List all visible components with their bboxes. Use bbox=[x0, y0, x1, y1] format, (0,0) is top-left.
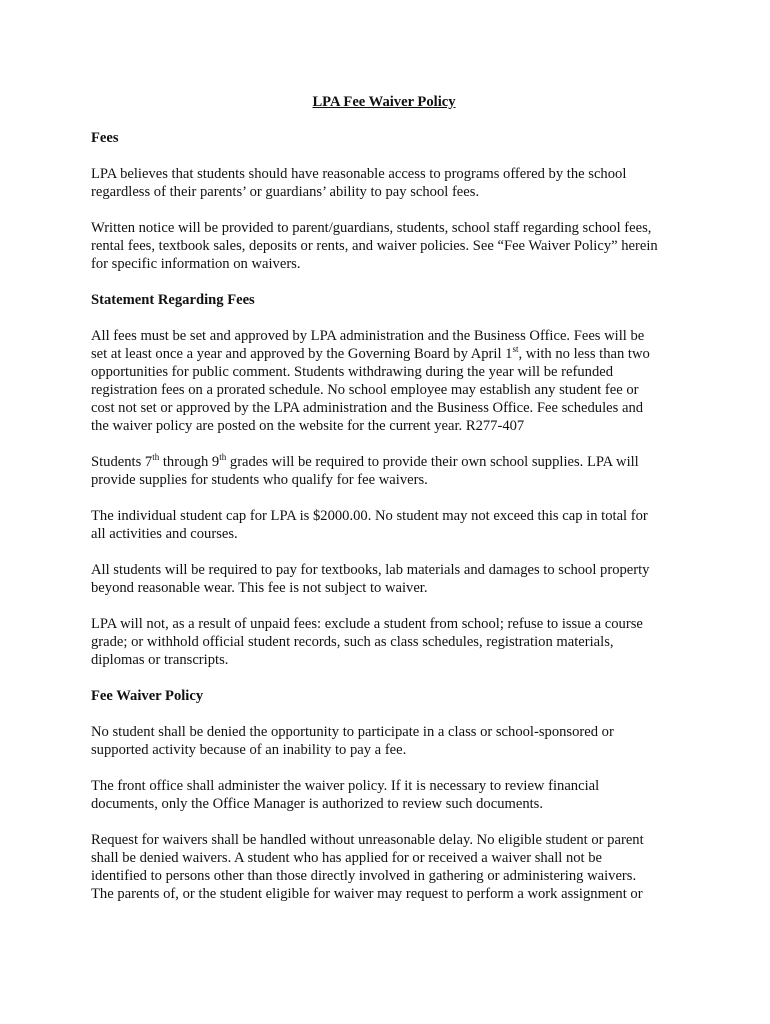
text-line: provide supplies for students who qualify for fee waivers. bbox=[91, 472, 428, 488]
text-line: all activities and courses. bbox=[91, 526, 238, 542]
text-line: The parents of, or the student eligible for waiver may request to perform a work assignment or bbox=[91, 886, 643, 902]
text-line: supported activity because of an inability to pay a fee. bbox=[91, 742, 407, 758]
paragraph-student-cap bbox=[91, 507, 691, 543]
paragraph-textbooks bbox=[91, 561, 691, 597]
paragraph-fees-notice bbox=[91, 219, 691, 273]
paragraph-school-supplies bbox=[91, 453, 691, 489]
text-line: No student shall be denied the opportunity to participate in a class or school-sponsored or bbox=[91, 724, 614, 740]
text-line: All students will be required to pay for textbooks, lab materials and damages to school property bbox=[91, 562, 650, 578]
text-line: All fees must be set and approved by LPA administration and the Business Office. Fees will be bbox=[91, 328, 645, 344]
heading-fee-waiver-policy: Fee Waiver Policy bbox=[91, 688, 204, 704]
text-line: documents, only the Office Manager is authorized to review such documents. bbox=[91, 796, 544, 812]
heading-statement-regarding-fees: Statement Regarding Fees bbox=[91, 292, 255, 308]
text-line: regardless of their parents’ or guardians’ ability to pay school fees. bbox=[91, 184, 480, 200]
paragraph-fees-access bbox=[91, 165, 691, 201]
ordinal-superscript: st bbox=[512, 344, 519, 354]
paragraph-fee-approval bbox=[91, 327, 691, 435]
text-line: Students 7th through 9th grades will be required to provide their own school supplies. LPA will bbox=[91, 452, 639, 470]
text-line: set at least once a year and approved by the Governing Board by April 1st, with no less than two bbox=[91, 344, 650, 362]
text-line: Written notice will be provided to parent/guardians, students, school staff regarding school fees, bbox=[91, 220, 652, 236]
text-line: for specific information on waivers. bbox=[91, 256, 301, 272]
document-title: LPA Fee Waiver Policy bbox=[312, 94, 456, 110]
text-line: grade; or withhold official student records, such as class schedules, registration materials, bbox=[91, 634, 614, 650]
paragraph-no-denial bbox=[91, 723, 691, 759]
text-line: opportunities for public comment. Students withdrawing during the year will be refunded bbox=[91, 364, 614, 380]
text-line: diplomas or transcripts. bbox=[91, 652, 229, 668]
text-line: The front office shall administer the waiver policy. If it is necessary to review financial bbox=[91, 778, 600, 794]
text-line: cost not set or approved by the LPA administration and the Business Office. Fee schedules and bbox=[91, 400, 644, 416]
text-line: shall be denied waivers. A student who has applied for or received a waiver shall not be bbox=[91, 850, 603, 866]
text-line: LPA will not, as a result of unpaid fees: exclude a student from school; refuse to issue a course bbox=[91, 616, 643, 632]
text-line: The individual student cap for LPA is $2000.00. No student may not exceed this cap in total for bbox=[91, 508, 648, 524]
text-line: identified to persons other than those directly involved in gathering or administering waivers. bbox=[91, 868, 637, 884]
document-page bbox=[91, 93, 691, 921]
heading-fees: Fees bbox=[91, 130, 119, 146]
text-line: registration fees on a prorated schedule. No school employee may establish any student fee or bbox=[91, 382, 639, 398]
text-line: Request for waivers shall be handled without unreasonable delay. No eligible student or parent bbox=[91, 832, 644, 848]
paragraph-unpaid-fees bbox=[91, 615, 691, 669]
text-line: rental fees, textbook sales, deposits or rents, and waiver policies. See “Fee Waiver Policy” herein bbox=[91, 238, 658, 254]
paragraph-waiver-requests bbox=[91, 831, 691, 903]
text-line: beyond reasonable wear. This fee is not subject to waiver. bbox=[91, 580, 428, 596]
ordinal-superscript: th bbox=[152, 452, 160, 462]
paragraph-front-office bbox=[91, 777, 691, 813]
text-line: LPA believes that students should have reasonable access to programs offered by the school bbox=[91, 166, 627, 182]
ordinal-superscript: th bbox=[219, 452, 227, 462]
text-line: the waiver policy are posted on the website for the current year. R277-407 bbox=[91, 418, 525, 434]
